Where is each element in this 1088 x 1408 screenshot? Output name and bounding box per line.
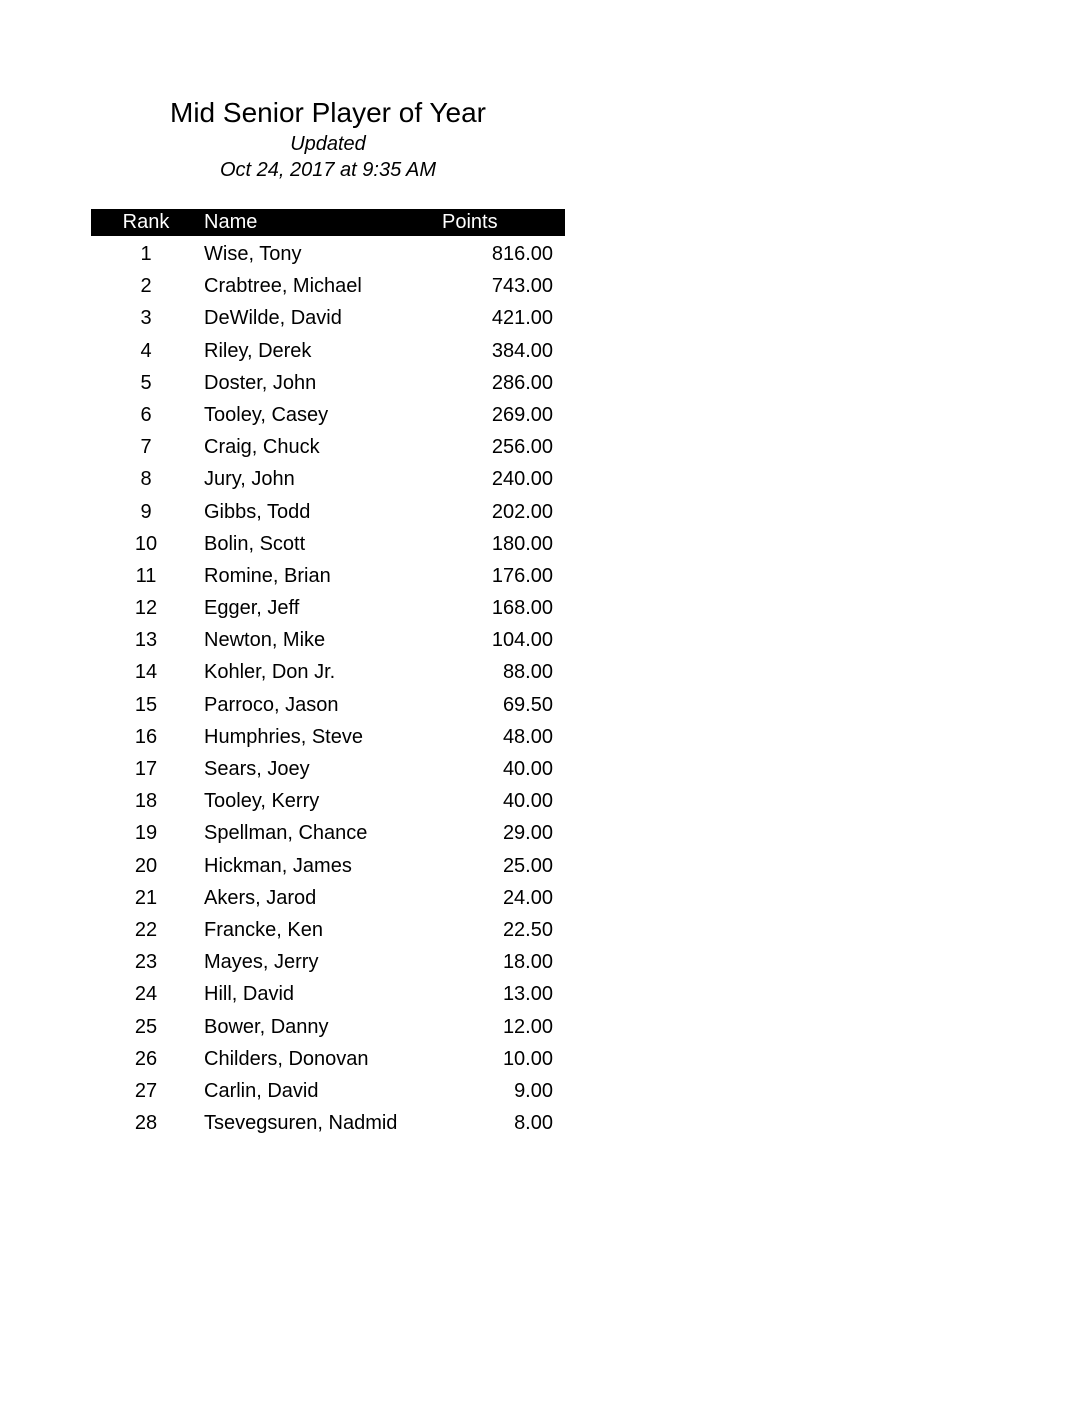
- rank-cell: 12: [134, 597, 158, 620]
- rank-cell: 11: [135, 564, 157, 587]
- player-name-cell: Childers, Donovan: [204, 1047, 369, 1070]
- table-row: [91, 238, 565, 270]
- table-row: [91, 850, 565, 882]
- table-row: [91, 431, 565, 463]
- points-cell: 22.50: [502, 918, 553, 941]
- table-row: [91, 302, 565, 334]
- table-row: [91, 817, 565, 849]
- rank-cell: 21: [134, 886, 158, 909]
- player-name-cell: Mayes, Jerry: [204, 951, 319, 974]
- table-header: [91, 209, 565, 236]
- column-header-rank: Rank: [122, 211, 170, 233]
- points-cell: 29.00: [502, 822, 553, 845]
- table-row: [91, 1043, 565, 1075]
- player-name-cell: Doster, John: [204, 371, 317, 394]
- rank-cell: 3: [140, 307, 152, 330]
- points-cell: 69.50: [502, 693, 553, 716]
- player-name-cell: Bolin, Scott: [204, 532, 306, 555]
- rank-cell: 20: [134, 854, 158, 877]
- player-name-cell: Crabtree, Michael: [204, 275, 362, 298]
- table-row: [91, 367, 565, 399]
- table-row: [91, 528, 565, 560]
- points-cell: 10.00: [502, 1047, 553, 1070]
- points-cell: 168.00: [491, 597, 553, 620]
- page-subtitle: Updated: [290, 133, 366, 155]
- table-row: [91, 1107, 565, 1139]
- rank-cell: 26: [134, 1047, 158, 1070]
- player-name-cell: Romine, Brian: [204, 564, 331, 587]
- rank-cell: 1: [140, 243, 152, 265]
- points-cell: 25.00: [502, 854, 553, 877]
- points-cell: 269.00: [491, 403, 553, 426]
- rank-cell: 7: [140, 436, 152, 459]
- table-body: [91, 238, 565, 1139]
- points-cell: 743.00: [491, 275, 553, 298]
- player-name-cell: Hill, David: [204, 983, 295, 1006]
- points-cell: 240.00: [491, 468, 553, 491]
- points-cell: 40.00: [502, 790, 553, 813]
- rank-cell: 22: [134, 918, 158, 941]
- table-row: [91, 560, 565, 592]
- table-row: [91, 689, 565, 721]
- points-cell: 104.00: [491, 629, 553, 652]
- points-cell: 384.00: [491, 339, 553, 362]
- page-title: Mid Senior Player of Year: [170, 97, 486, 128]
- rank-cell: 24: [134, 983, 158, 1006]
- table-row: [91, 463, 565, 495]
- points-cell: 24.00: [502, 886, 553, 909]
- points-cell: 13.00: [502, 983, 553, 1006]
- table-row: [91, 978, 565, 1010]
- player-name-cell: Craig, Chuck: [204, 436, 320, 459]
- rank-cell: 4: [140, 339, 152, 362]
- player-name-cell: Kohler, Don Jr.: [204, 661, 336, 684]
- table-row: [91, 946, 565, 978]
- table-row: [91, 914, 565, 946]
- player-name-cell: Akers, Jarod: [204, 886, 317, 909]
- column-header-points: Points: [442, 211, 498, 233]
- points-cell: 176.00: [491, 564, 553, 587]
- player-name-cell: Francke, Ken: [204, 918, 323, 941]
- rank-cell: 19: [134, 822, 158, 845]
- player-name-cell: Riley, Derek: [204, 339, 312, 362]
- player-name-cell: Newton, Mike: [204, 629, 326, 652]
- points-cell: 48.00: [502, 725, 553, 748]
- player-name-cell: Sears, Joey: [204, 758, 310, 780]
- points-cell: 180.00: [491, 532, 553, 555]
- rank-cell: 10: [134, 532, 158, 555]
- rank-cell: 13: [134, 629, 158, 652]
- rank-cell: 27: [134, 1079, 158, 1102]
- rank-cell: 5: [140, 371, 152, 394]
- rank-cell: 2: [140, 275, 152, 298]
- player-name-cell: Tooley, Kerry: [204, 790, 320, 813]
- player-name-cell: Tooley, Casey: [204, 403, 329, 426]
- player-name-cell: Parroco, Jason: [204, 693, 339, 716]
- rank-cell: 14: [134, 661, 158, 684]
- table-row: [91, 335, 565, 367]
- player-name-cell: Wise, Tony: [204, 243, 302, 265]
- table-row: [91, 882, 565, 914]
- table-row: [91, 592, 565, 624]
- rank-cell: 23: [134, 951, 158, 974]
- rank-cell: 16: [134, 725, 158, 748]
- player-name-cell: Gibbs, Todd: [204, 500, 311, 523]
- updated-timestamp: Oct 24, 2017 at 9:35 AM: [219, 159, 437, 181]
- player-name-cell: Jury, John: [204, 468, 295, 491]
- table-row: [91, 785, 565, 817]
- points-cell: 256.00: [491, 436, 553, 459]
- points-cell: 40.00: [502, 758, 553, 780]
- player-name-cell: Bower, Danny: [204, 1015, 329, 1038]
- standings-table: [91, 209, 565, 1139]
- table-row: [91, 721, 565, 753]
- rank-cell: 6: [140, 403, 152, 426]
- points-cell: 816.00: [491, 243, 553, 265]
- rank-cell: 28: [134, 1112, 158, 1135]
- table-row: [91, 656, 565, 688]
- player-name-cell: Carlin, David: [204, 1079, 319, 1102]
- points-cell: 8.00: [514, 1112, 553, 1135]
- table-row: [91, 1011, 565, 1043]
- rank-cell: 17: [134, 758, 158, 780]
- points-cell: 421.00: [491, 307, 553, 330]
- rank-cell: 8: [140, 468, 152, 491]
- points-cell: 12.00: [502, 1015, 553, 1038]
- player-name-cell: Humphries, Steve: [204, 725, 363, 748]
- table-row: [91, 399, 565, 431]
- rank-cell: 15: [134, 693, 158, 716]
- column-header-name: Name: [204, 211, 258, 233]
- points-cell: 9.00: [514, 1079, 553, 1102]
- player-name-cell: Spellman, Chance: [204, 822, 368, 845]
- points-cell: 286.00: [491, 371, 553, 394]
- points-cell: 88.00: [502, 661, 553, 684]
- player-name-cell: Hickman, James: [204, 854, 352, 877]
- table-row: [91, 624, 565, 656]
- rank-cell: 25: [134, 1015, 158, 1038]
- rank-cell: 9: [140, 500, 152, 523]
- player-name-cell: DeWilde, David: [204, 307, 342, 330]
- table-row: [91, 270, 565, 302]
- points-cell: 18.00: [502, 951, 553, 974]
- points-cell: 202.00: [491, 500, 553, 523]
- table-row: [91, 753, 565, 785]
- player-name-cell: Egger, Jeff: [204, 597, 300, 620]
- player-name-cell: Tsevegsuren, Nadmid: [204, 1112, 398, 1135]
- table-row: [91, 1075, 565, 1107]
- rank-cell: 18: [134, 790, 158, 813]
- table-row: [91, 496, 565, 528]
